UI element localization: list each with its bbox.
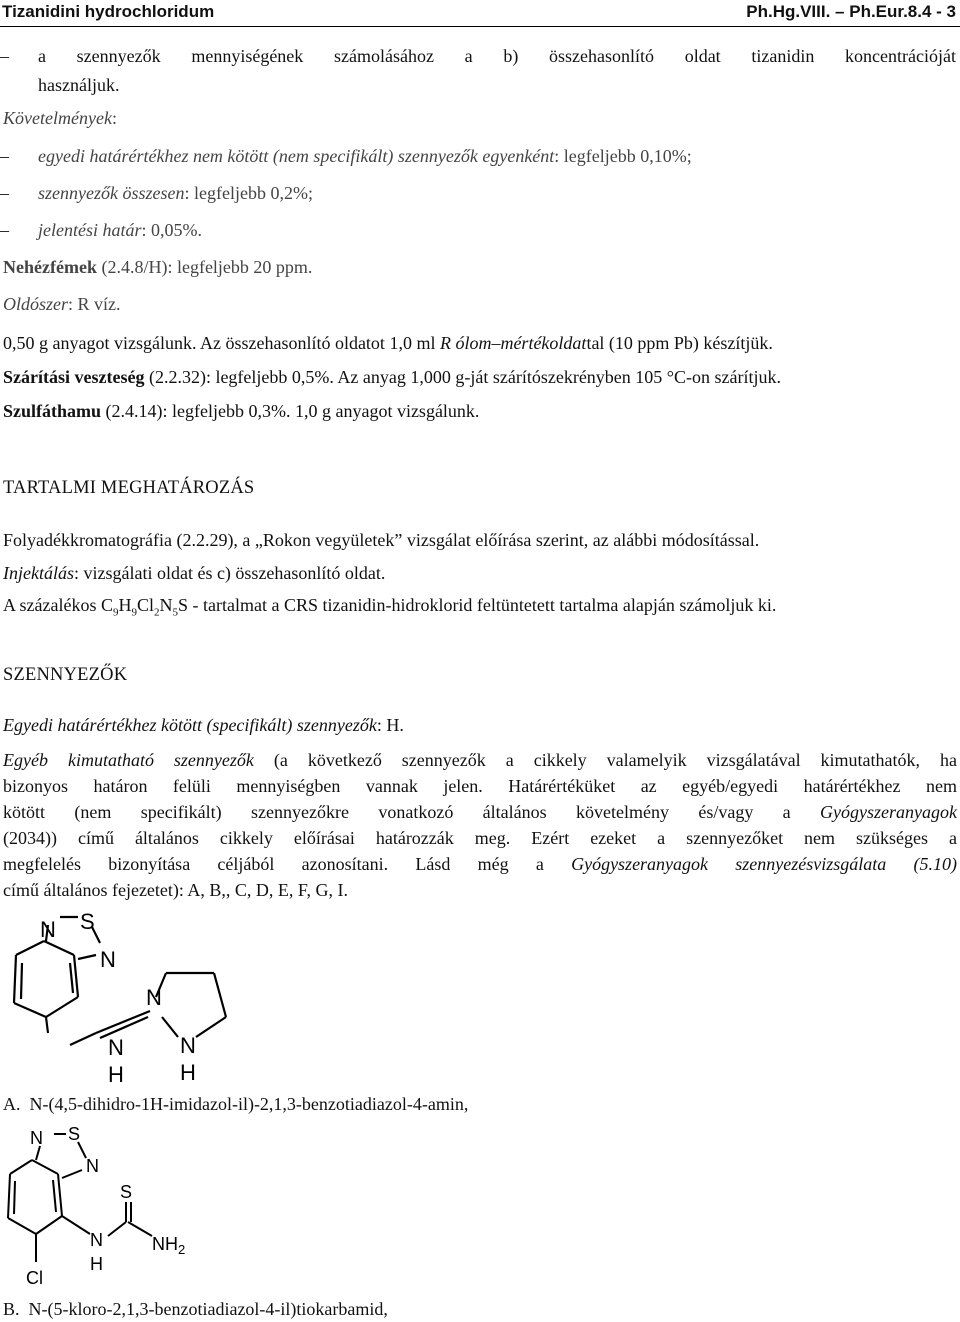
assay-method: Folyadékkromatográfia (2.2.29), a „Rokon vegyületek” vizsgálat előírása szerint, az alábbi módosítással.	[3, 530, 760, 550]
other-impurities-line: kötött (nem specifikált) szennyezőkre vonatkozó általános követelmény és/vagy a Gyógyszeranyagok	[3, 802, 957, 822]
loss-on-drying: Szárítási veszteség (2.2.32): legfeljebb 0,5%. Az anyag 1,000 g-ját szárítószekrényben 105 °C-on szárítjuk.	[3, 367, 781, 387]
sulfated-ash: Szulfáthamu (2.4.14): legfeljebb 0,3%. 1,0 g anyagot vizsgálunk.	[3, 401, 480, 421]
atom-label: S	[80, 909, 95, 934]
atom-label: N	[108, 1035, 124, 1060]
assay-injection: Injektálás: vizsgálati oldat és c) összehasonlító oldat.	[3, 563, 386, 583]
other-impurities-line: (2034)) című általános cikkely előírásai határozzák meg. Ezért ezeket a szennyezőket nem szükséges a	[3, 828, 957, 848]
atom-label: N	[146, 985, 162, 1010]
bullet-dash: –	[0, 46, 9, 66]
req-reporting: jelentési határ: 0,05%.	[38, 220, 202, 240]
impurities-title: SZENNYEZŐK	[3, 665, 128, 685]
monograph-title: Tizanidini hydrochloridum	[2, 2, 215, 21]
structure-b-diagram	[0, 1118, 220, 1296]
atom-label: S	[68, 1124, 81, 1144]
atom-label: N	[30, 1128, 43, 1148]
pharmacopoeia-reference: Ph.Hg.VIII. – Ph.Eur.8.4 - 3	[746, 2, 956, 21]
bullet-dash: –	[0, 146, 9, 166]
other-impurities-line: Egyéb kimutatható szennyezők (a következő szennyezők a cikkely valamelyik vizsgálatával kimutathatók, ha	[3, 750, 957, 770]
calc-note-cont: használjuk.	[38, 75, 120, 95]
atom-label: N	[90, 1230, 103, 1250]
atom-label-nh: NH	[152, 1234, 178, 1254]
heavy-metals: Nehézfémek (2.4.8/H): legfeljebb 20 ppm.	[3, 257, 313, 277]
bullet-dash: –	[0, 220, 9, 240]
assay-title: TARTALMI MEGHATÁROZÁS	[3, 478, 255, 498]
atom-label: H	[90, 1254, 103, 1274]
structure-b-caption: B. N-(5-kloro-2,1,3-benzotiadiazol-4-il)tiokarbamid,	[3, 1299, 388, 1319]
atom-label: H	[180, 1060, 196, 1085]
atom-label: N	[100, 947, 116, 972]
specified-impurities: Egyedi határértékhez kötött (specifikált) szennyezők: H.	[3, 715, 404, 735]
page-header	[0, 0, 960, 27]
other-impurities-line: című általános fejezetet): A, B,, C, D, E, F, G, I.	[3, 880, 348, 900]
atom-label: Cl	[26, 1268, 43, 1288]
req-unspecified: egyedi határértékhez nem kötött (nem specifikált) szennyezők egyenként: legfeljebb 0,10%;	[38, 146, 692, 166]
atom-label	[152, 1234, 185, 1257]
heavy-metals-method: 0,50 g anyagot vizsgálunk. Az összehasonlító oldatot 1,0 ml R ólom–mértékoldattal (10 ppm Pb) készítjük.	[3, 333, 773, 353]
bullet-dash: –	[0, 183, 9, 203]
other-impurities-line: megfelelés bizonyítása céljából azonosítani. Lásd még a Gyógyszeranyagok szennyezésvizsgálata (5.10)	[3, 854, 957, 874]
structure-a-caption: A. N-(4,5-dihidro-1H-imidazol-il)-2,1,3-benzotiadiazol-4-amin,	[3, 1094, 469, 1114]
req-total: szennyezők összesen: legfeljebb 0,2%;	[38, 183, 313, 203]
atom-subscript: 2	[178, 1242, 186, 1257]
other-impurities-line: bizonyos határon felüli mennyiségben vannak jelen. Határértéküket az egyéb/egyedi határértékhez nem	[3, 776, 957, 796]
atom-label: S	[120, 1182, 133, 1202]
structure-a-diagram	[0, 905, 280, 1090]
solvent: Oldószer: R víz.	[3, 294, 121, 314]
atom-label: N	[86, 1156, 99, 1176]
calc-note: a szennyezők mennyiségének számolásához a b) összehasonlító oldat tizanidin koncentrációját	[38, 46, 956, 66]
requirements-label: Követelmények:	[3, 108, 117, 128]
atom-label: N	[180, 1033, 196, 1058]
assay-calculation: A százalékos $C_9H_9Cl_2N_5S$ - tartalmat a CRS tizanidin-hidroklorid feltüntetett tartalma alapján számoljuk ki.	[3, 595, 777, 619]
atom-label: N	[40, 917, 56, 942]
atom-label: H	[108, 1062, 124, 1087]
